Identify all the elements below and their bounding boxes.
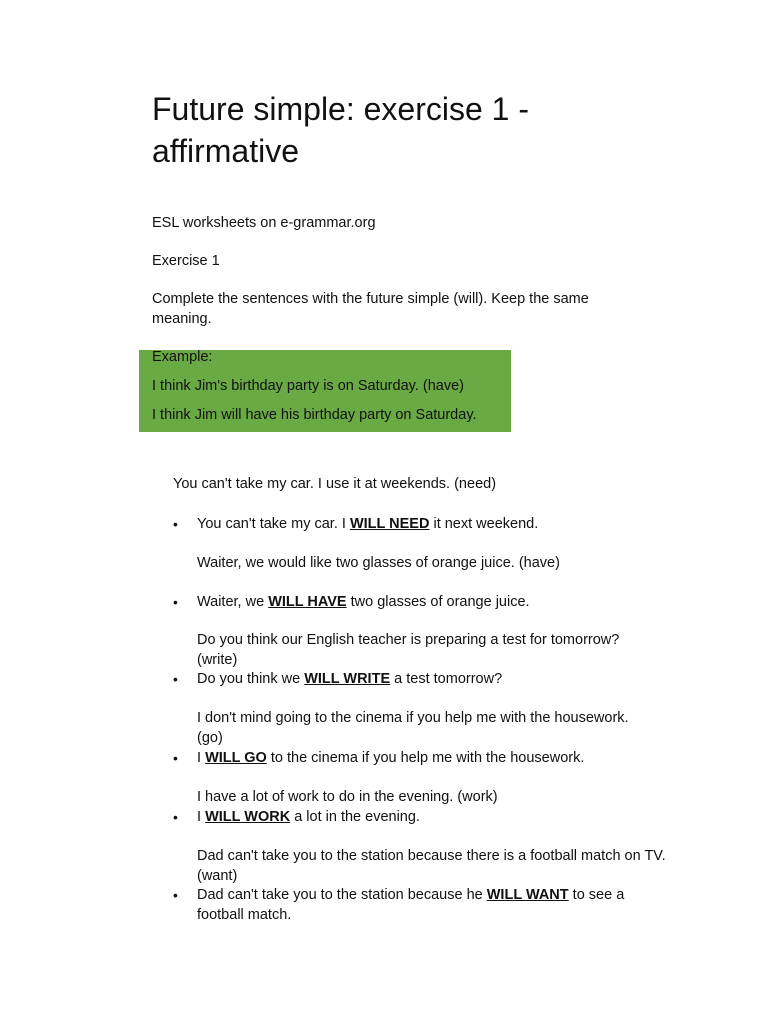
item-answer: WILL WRITE	[304, 671, 391, 687]
item-answer: WILL GO	[205, 750, 267, 766]
item-text-after: two glasses of orange juice.	[346, 594, 530, 610]
example-answer: I think Jim will have his birthday party on Saturday.	[152, 407, 477, 423]
item-text-after: it next weekend.	[429, 516, 539, 532]
item-prompt: Dad can't take you to the station because there is a football match on TV. (want)	[197, 848, 666, 884]
item-answer-sentence	[197, 885, 657, 925]
item-prompt: Waiter, we would like two glasses of orange juice. (have)	[197, 555, 560, 571]
bullet-icon: •	[173, 516, 178, 532]
item-text-before: Dad can't take you to the station because he	[197, 887, 487, 903]
bullet-icon: •	[173, 750, 178, 766]
item-answer: WILL NEED	[349, 516, 430, 532]
item-prompt: Do you think our English teacher is preparing a test for tomorrow? (write)	[197, 632, 620, 668]
item-text-after: a test tomorrow?	[390, 671, 503, 687]
item-text-before: You can't take my car. I	[197, 516, 350, 532]
item-answer-sentence	[197, 514, 667, 534]
item-text-after: to the cinema if you help me with the housework.	[266, 750, 585, 766]
item-text-after: to see a football match.	[197, 887, 625, 923]
bullet-icon: •	[173, 594, 178, 610]
exercise-label: Exercise 1	[152, 253, 220, 269]
bullet-icon: •	[173, 671, 178, 687]
item-text-after: a lot in the evening.	[290, 809, 420, 825]
item-text-before: Do you think we	[197, 671, 305, 687]
item-answer: WILL WANT	[486, 887, 569, 903]
item-answer-sentence	[197, 669, 667, 689]
bullet-icon: •	[173, 887, 178, 903]
page-title: Future simple: exercise 1 - affirmative	[152, 91, 530, 169]
item-prompt: I don't mind going to the cinema if you help me with the housework. (go)	[197, 710, 629, 746]
subtitle: ESL worksheets on e-grammar.org	[152, 215, 376, 231]
item-answer: WILL WORK	[205, 809, 291, 825]
item-text-before: I	[197, 809, 206, 825]
item-prompt: You can't take my car. I use it at weekends. (need)	[173, 476, 497, 492]
item-prompt: I have a lot of work to do in the evening. (work)	[197, 789, 498, 805]
item-text-before: I	[197, 750, 206, 766]
example-prompt: I think Jim's birthday party is on Saturday. (have)	[152, 378, 464, 394]
item-answer-sentence	[197, 748, 667, 768]
item-text-before: Waiter, we	[197, 594, 269, 610]
example-label: Example:	[152, 349, 213, 365]
instructions: Complete the sentences with the future simple (will). Keep the same meaning.	[152, 291, 589, 327]
bullet-icon: •	[173, 809, 178, 825]
item-answer-sentence	[197, 807, 667, 827]
example-box	[139, 350, 511, 432]
item-answer-sentence	[197, 592, 667, 612]
item-answer: WILL HAVE	[268, 594, 347, 610]
